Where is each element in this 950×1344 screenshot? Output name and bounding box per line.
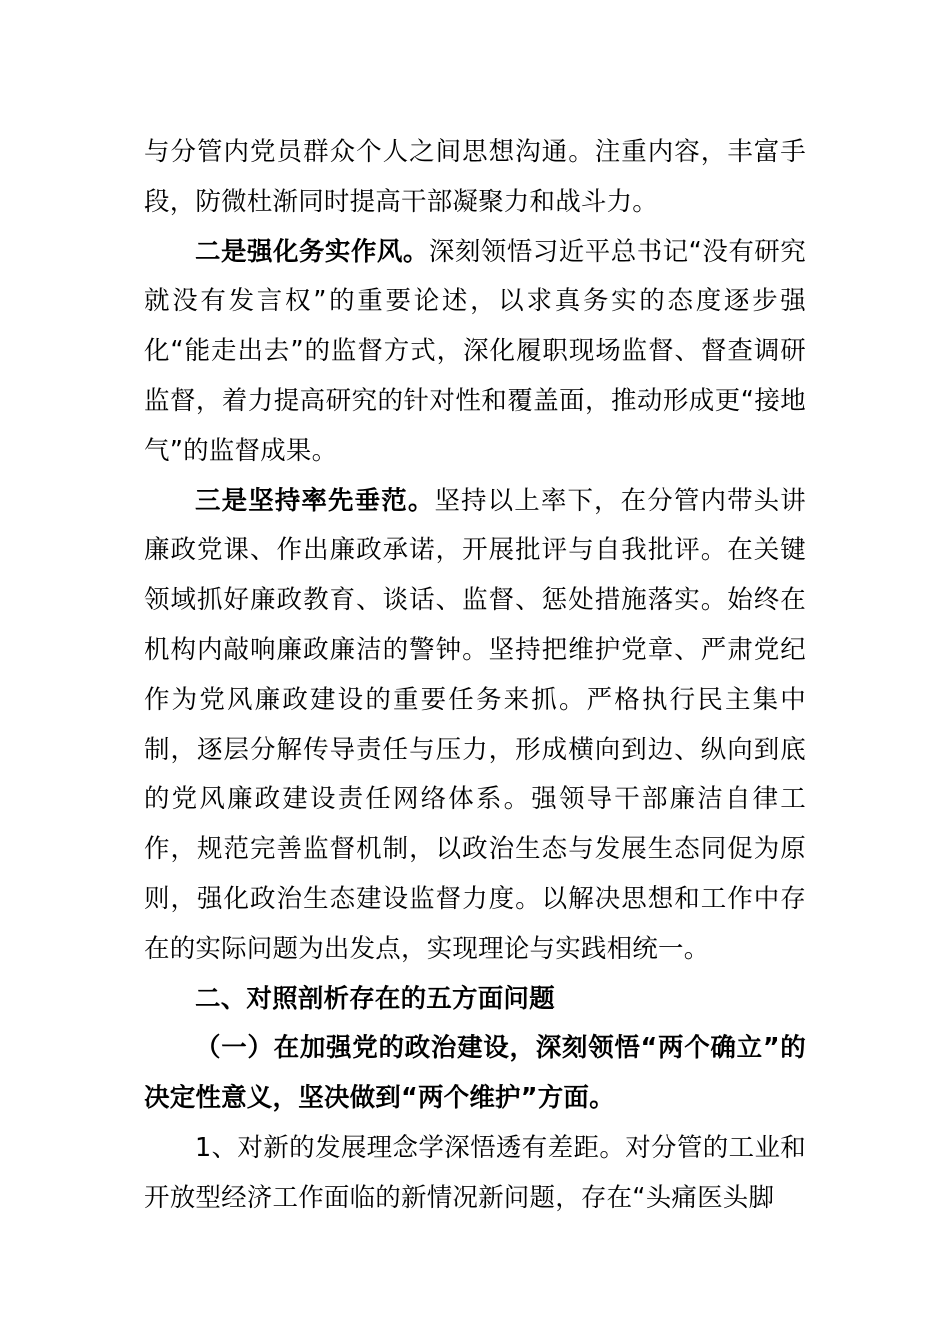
section-heading: 二、对照剖析存在的五方面问题: [195, 983, 555, 1014]
paragraph-practical-style: [144, 228, 806, 477]
document-body: [144, 128, 806, 1224]
subsection-heading: （一）在加强党的政治建设，深刻领悟“两个确立”的决定性意义，坚决做到“两个维护”方面。: [144, 1033, 806, 1114]
paragraph-practical-style-lead: 二是强化务实作风。: [195, 236, 429, 267]
list-item-1: 1、对新的发展理念学深悟透有差距。对分管的工业和开放型经济工作面临的新情况新问题，存在“头痛医头脚: [144, 1132, 806, 1213]
paragraph-lead-by-example-text: 坚持以上率下，在分管内带头讲廉政党课、作出廉政承诺，开展批评与自我批评。在关键领域抓好廉政教育、谈话、监督、惩处措施落实。始终在机构内敲响廉政廉洁的警钟。坚持把维护党章、严肃党纪作为党风廉政建设的重要任务来抓。严格执行民主集中制，逐层分解传导责任与压力，形成横向到边、纵向到底的党风廉政建设责任网络体系。强领导干部廉洁自律工作，规范完善监督机制，以政治生态与发展生态同促为原则，强化政治生态建设监督力度。以解决思想和工作中存在的实际问题为出发点，实现理论与实践相统一。: [144, 485, 806, 964]
paragraph-lead-by-example-lead: 三是坚持率先垂范。: [195, 485, 435, 516]
paragraph-continuation: [144, 128, 806, 228]
paragraph-lead-by-example: [144, 477, 806, 975]
paragraph-continuation-text: 与分管内党员群众个人之间思想沟通。注重内容，丰富手段，防微杜渐同时提高干部凝聚力和战斗力。: [144, 137, 806, 217]
paragraph-practical-style-text: 深刻领悟习近平总书记“没有研究就没有发言权”的重要论述，以求真务实的态度逐步强化“能走出去”的监督方式，深化履职现场监督、督查调研监督，着力提高研究的针对性和覆盖面，推动形成更“接地气”的监督成果。: [144, 236, 806, 466]
